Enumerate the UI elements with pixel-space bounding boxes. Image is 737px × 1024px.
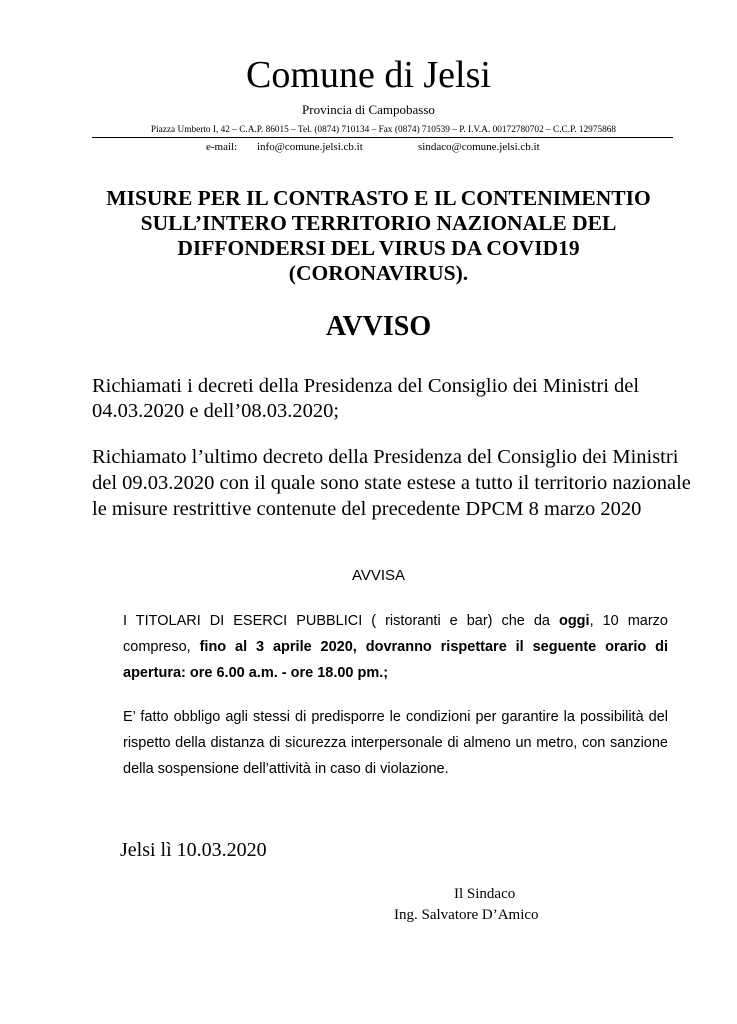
- document-heading: [60, 186, 697, 286]
- email-sindaco: sindaco@comune.jelsi.cb.it: [418, 141, 540, 153]
- email-label: e-mail:: [206, 141, 238, 153]
- obligation-paragraph: E’ fatto obbligo agli stessi di predisporre le condizioni per garantire la possibilità del rispetto della distanza di sicurezza interpersonale di almeno un metro, con sanzione della sospensione dell’attività in caso di violazione.: [123, 709, 668, 777]
- heading-line: DIFFONDERSI DEL VIRUS DA COVID19: [177, 236, 580, 260]
- heading-line: SULL’INTERO TERRITORIO NAZIONALE DEL: [140, 211, 617, 235]
- heading-line: MISURE PER IL CONTRASTO E IL CONTENIMENTIO: [106, 186, 651, 210]
- place-date: Jelsi lì 10.03.2020: [120, 839, 267, 861]
- avvisa-label: AVVISA: [351, 567, 406, 584]
- notice-bold-today: oggi: [558, 613, 590, 629]
- email-info: info@comune.jelsi.cb.it: [257, 141, 363, 153]
- signature-name: Ing. Salvatore D’Amico: [394, 907, 539, 923]
- notice-text: I TITOLARI DI ESERCI PUBBLICI ( ristoranti e bar) che da: [123, 613, 559, 629]
- avviso-title: AVVISO: [325, 311, 432, 342]
- heading-line: (CORONAVIRUS).: [288, 261, 469, 285]
- notice-text: , 10 marzo compreso,: [123, 613, 668, 655]
- municipality-title: Comune di Jelsi: [246, 54, 491, 96]
- address-line: Piazza Umberto I, 42 – C.A.P. 86015 – Tel. (0874) 710134 – Fax (0874) 710539 – P. I.V.A. 00172780702 – C.C.P. 12975868: [150, 125, 617, 135]
- notice-paragraph: [123, 608, 668, 686]
- province-label: Provincia di Campobasso: [302, 102, 435, 117]
- signature-role: Il Sindaco: [454, 886, 516, 902]
- notice-bold-hours: fino al 3 aprile 2020, dovranno rispettare il seguente orario di apertura: ore 6.00 a.m. - ore 18.00 pm.;: [123, 639, 668, 681]
- recital-paragraph-1: Richiamati i decreti della Presidenza del Consiglio dei Ministri del 04.03.2020 e dell’08.03.2020;: [92, 375, 640, 422]
- header-divider: [92, 137, 673, 138]
- recital-paragraph-2: Richiamato l’ultimo decreto della Presidenza del Consiglio dei Ministri del 09.03.2020 con il quale sono state estese a tutto il territorio nazionale le misure restrittive contenute del precedente DPCM 8 marzo 2020: [92, 446, 691, 520]
